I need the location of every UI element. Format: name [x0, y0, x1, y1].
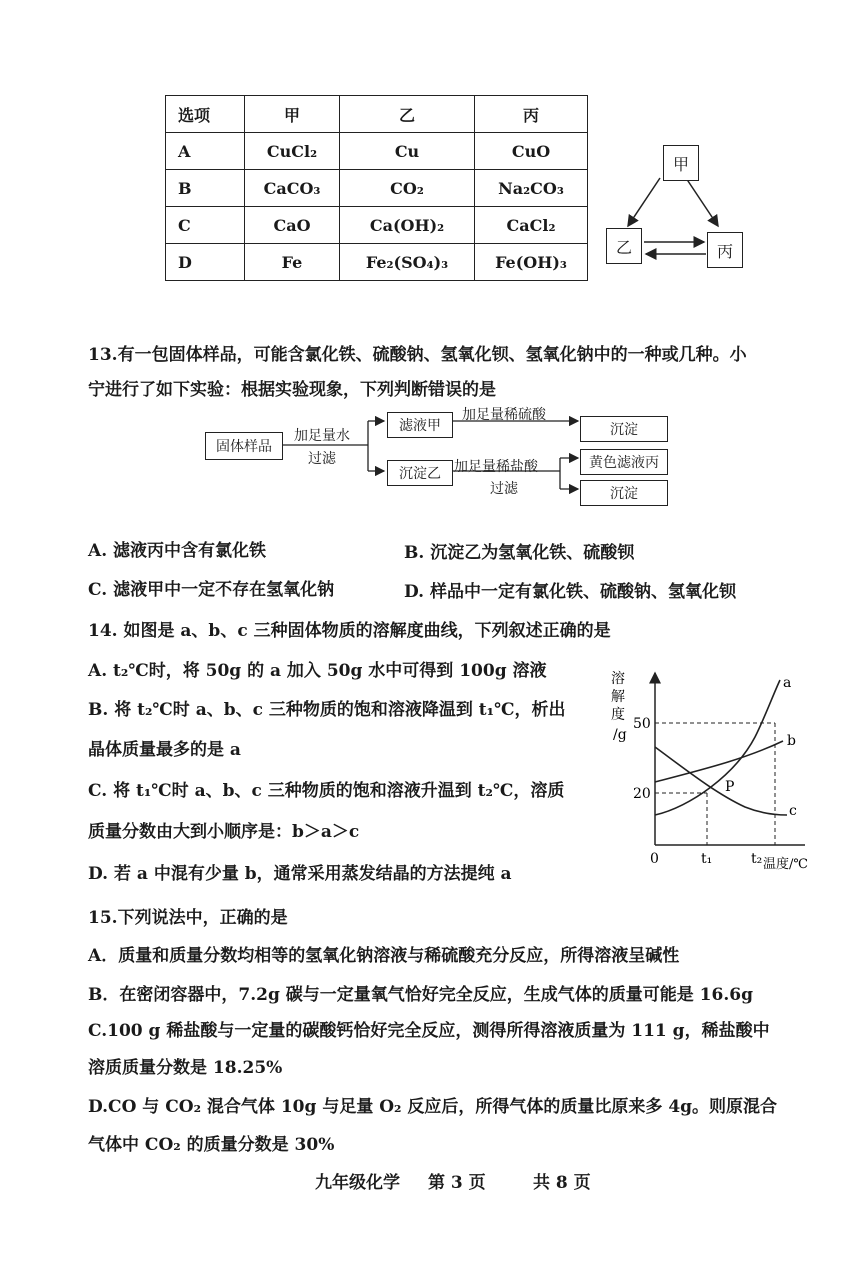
arrow-jia-to-bing	[686, 178, 718, 226]
q14-option-b-line1: B. 将 t₂℃时 a、b、c 三种物质的饱和溶液降温到 t₁℃，析出	[88, 700, 566, 720]
table-row	[166, 244, 588, 281]
flow-box-filtrate-bing: 黄色滤液丙	[580, 449, 668, 475]
q14-option-d: D. 若 a 中混有少量 b，通常采用蒸发结晶的方法提纯 a	[88, 864, 512, 884]
flow-label-step2: 加足量稀硫酸	[462, 407, 546, 423]
table-cell: CuO	[475, 133, 588, 170]
table-cell: C	[166, 207, 245, 244]
table-row	[166, 207, 588, 244]
solubility-graph	[605, 665, 817, 880]
curve-b-label: b	[787, 733, 796, 749]
table-cell: CaCO₃	[245, 170, 340, 207]
q13-option-d: D. 样品中一定有氯化铁、硫酸钠、氢氧化钡	[404, 582, 736, 602]
flow-box-sample: 固体样品	[205, 432, 283, 460]
flow-box-precipitate-2: 沉淀	[580, 480, 668, 506]
table-header-cell: 选项	[166, 96, 245, 133]
options-table	[165, 95, 588, 281]
y-tick-50: 50	[633, 716, 651, 732]
table-cell: Cu	[340, 133, 475, 170]
flow-label-step3-bottom: 过滤	[490, 481, 518, 497]
q13-option-b: B. 沉淀乙为氢氧化铁、硫酸钡	[404, 543, 635, 563]
table-cell: CO₂	[340, 170, 475, 207]
curve-a	[655, 680, 780, 815]
y-label-char: 度	[611, 707, 625, 723]
table-cell: D	[166, 244, 245, 281]
x-tick-t1: t₁	[701, 851, 713, 867]
table-cell: Fe₂(SO₄)₃	[340, 244, 475, 281]
table-cell: Na₂CO₃	[475, 170, 588, 207]
flow-box-precipitate-1: 沉淀	[580, 416, 668, 442]
q14-option-b-line2: 晶体质量最多的是 a	[88, 740, 241, 760]
table-header-cell: 丙	[475, 96, 588, 133]
curve-c-label: c	[789, 803, 797, 819]
table-cell: Ca(OH)₂	[340, 207, 475, 244]
q15-stem: 15.下列说法中，正确的是	[88, 908, 288, 928]
q15-option-c-line1: C.100 g 稀盐酸与一定量的碳酸钙恰好完全反应，测得所得溶液质量为 111 g，稀盐酸中	[88, 1021, 770, 1041]
q15-option-a: A．质量和质量分数均相等的氢氧化钠溶液与稀硫酸充分反应，所得溶液呈碱性	[88, 946, 680, 966]
y-label-char: 解	[611, 689, 625, 705]
q15-option-c-line2: 溶质质量分数是 18.25%	[88, 1058, 283, 1078]
y-label-unit: /g	[613, 727, 627, 743]
table-row	[166, 170, 588, 207]
footer-page-number: 第 3 页	[428, 1173, 486, 1193]
q14-option-a: A. t₂℃时，将 50g 的 a 加入 50g 水中可得到 100g 溶液	[88, 661, 547, 681]
q15-option-d-line2: 气体中 CO₂ 的质量分数是 30%	[88, 1135, 335, 1155]
table-header-cell: 甲	[245, 96, 340, 133]
point-p-label: P	[725, 779, 735, 795]
table-cell: Fe	[245, 244, 340, 281]
x-axis-label: 温度/℃	[763, 857, 808, 872]
q13-option-a: A. 滤液丙中含有氯化铁	[88, 541, 267, 561]
arrow-jia-to-yi	[628, 178, 660, 226]
x-tick-t2: t₂	[751, 851, 763, 867]
table-cell: B	[166, 170, 245, 207]
triangle-node-jia: 甲	[663, 145, 699, 181]
footer-subject: 九年级化学	[315, 1173, 400, 1193]
table-cell: CuCl₂	[245, 133, 340, 170]
table-cell: A	[166, 133, 245, 170]
table-cell: CaCl₂	[475, 207, 588, 244]
q13-stem-line2: 宁进行了如下实验：根据实验现象，下列判断错误的是	[88, 380, 496, 400]
table-header-cell: 乙	[340, 96, 475, 133]
flow-box-precipitate-yi: 沉淀乙	[387, 460, 453, 486]
y-label-char: 溶	[611, 671, 625, 687]
flow-label-step1-bottom: 过滤	[308, 451, 336, 467]
flow-label-step3-top: 加足量稀盐酸	[454, 459, 538, 475]
q15-option-d-line1: D.CO 与 CO₂ 混合气体 10g 与足量 O₂ 反应后，所得气体的质量比原来多 4g。则原混合	[88, 1097, 778, 1117]
q13-stem-line1: 13.有一包固体样品，可能含氯化铁、硫酸钠、氢氧化钡、氢氧化钠中的一种或几种。小	[88, 345, 747, 365]
table-cell: CaO	[245, 207, 340, 244]
q13-option-c: C. 滤液甲中一定不存在氢氧化钠	[88, 580, 335, 600]
curve-c	[655, 747, 787, 815]
triangle-node-yi: 乙	[606, 228, 642, 264]
flow-label-step1-top: 加足量水	[294, 428, 350, 444]
q14-option-c-line1: C. 将 t₁℃时 a、b、c 三种物质的饱和溶液升温到 t₂℃，溶质	[88, 781, 565, 801]
curve-a-label: a	[783, 675, 792, 691]
q14-stem: 14. 如图是 a、b、c 三种固体物质的溶解度曲线，下列叙述正确的是	[88, 621, 611, 641]
q15-option-b: B．在密闭容器中，7.2g 碳与一定量氧气恰好完全反应，生成气体的质量可能是 16.6g	[88, 985, 753, 1005]
y-tick-20: 20	[633, 786, 651, 802]
table-cell: Fe(OH)₃	[475, 244, 588, 281]
flow-box-filtrate-jia: 滤液甲	[387, 412, 453, 438]
origin-label: 0	[650, 851, 659, 867]
q14-option-c-line2: 质量分数由大到小顺序是：b＞a＞c	[88, 822, 360, 842]
table-header-row	[166, 96, 588, 133]
footer-total-pages: 共 8 页	[533, 1173, 591, 1193]
triangle-node-bing: 丙	[707, 232, 743, 268]
table-row	[166, 133, 588, 170]
